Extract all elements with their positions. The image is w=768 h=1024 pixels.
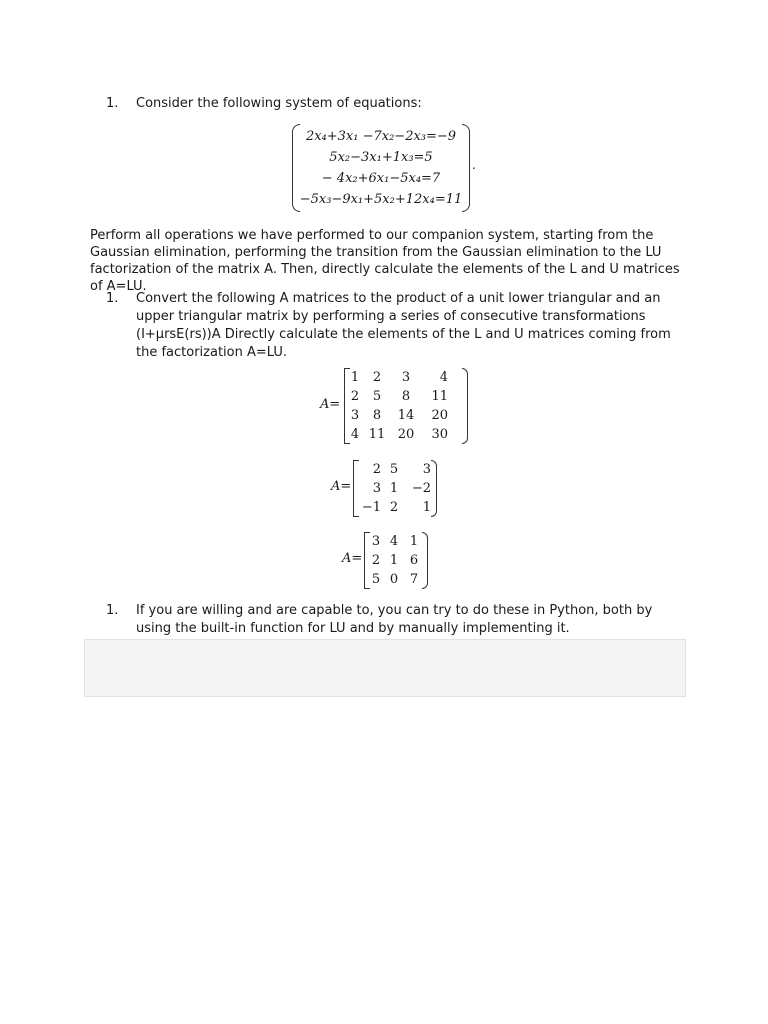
matrix-cell: 2 — [389, 500, 399, 515]
matrix-lhs: A= — [342, 551, 363, 566]
question-1-text: Consider the following system of equations: — [136, 96, 422, 111]
right-bracket — [462, 368, 468, 444]
matrix-cell: 1 — [389, 481, 399, 496]
instructions-paragraph: Perform all operations we have performed to our companion system, starting from the Gaussian elimination, performing the transition from the Gaussian elimination to the LU factorization of the matrix A. Then, directly calculate the elements of the L and U matrices of A=LU. — [90, 228, 680, 294]
matrix-lhs: A= — [320, 397, 341, 412]
matrix-3-table — [368, 532, 424, 589]
matrix-cell: 1 — [350, 370, 360, 385]
matrix-cell: 5 — [389, 462, 399, 477]
matrix-cell: 1 — [422, 500, 431, 515]
question-2 — [106, 290, 676, 362]
matrix-cell: 7 — [409, 572, 419, 587]
matrix-1-body — [344, 368, 468, 444]
matrix-cell: 3 — [371, 534, 381, 549]
matrix-cell: −1 — [361, 500, 381, 515]
matrix-cell: 8 — [401, 389, 411, 404]
matrix-cell: 3 — [372, 481, 381, 496]
matrix-cell: 11 — [431, 389, 448, 404]
equation-4: −5x₃−9x₁+5x₂+12x₄=11 — [299, 192, 463, 207]
equation-system — [292, 124, 470, 212]
question-2-text: Convert the following A matrices to the product of a unit lower triangular and an upper triangular matrix by performing a series of consecutive transformations (I+μrsE(rs))A Directly calculate the elements of the L and U matrices coming from the factorization A=LU. — [136, 291, 671, 360]
system-period: . — [472, 158, 476, 172]
matrix-cell: 20 — [397, 427, 415, 442]
matrix-cell: 3 — [350, 408, 360, 423]
matrix-cell: 5 — [371, 572, 381, 587]
equation-2: 5x₂−3x₁+1x₃=5 — [329, 150, 433, 165]
matrix-cell: 2 — [371, 553, 381, 568]
question-3 — [106, 602, 676, 638]
matrix-cell: 2 — [372, 370, 382, 385]
matrix-cell: 4 — [389, 534, 399, 549]
matrix-1-table — [348, 368, 448, 444]
right-bracket — [431, 460, 437, 517]
list-marker: 1. — [106, 96, 119, 111]
matrix-2-body — [353, 460, 437, 517]
matrix-lhs: A= — [331, 479, 352, 494]
matrix-cell: 6 — [409, 553, 419, 568]
matrix-3-body — [364, 532, 428, 589]
matrix-cell: 2 — [372, 462, 381, 477]
matrix-cell: 1 — [389, 553, 399, 568]
matrix-2-table — [357, 460, 431, 517]
matrix-cell: 2 — [350, 389, 360, 404]
matrix-cell: 11 — [368, 427, 386, 442]
matrix-cell: 0 — [389, 572, 399, 587]
question-3-text: If you are willing and are capable to, you can try to do these in Python, both by using the built-in function for LU and by manually implementing it. — [136, 603, 653, 636]
matrix-cell: 4 — [350, 427, 360, 442]
matrix-cell: 30 — [431, 427, 448, 442]
matrix-cell: 14 — [397, 408, 415, 423]
matrix-cell: 4 — [439, 370, 448, 385]
matrix-cell: −2 — [411, 481, 431, 496]
answer-box[interactable] — [84, 639, 686, 697]
matrix-cell: 1 — [409, 534, 419, 549]
matrix-cell: 8 — [372, 408, 382, 423]
equation-3: − 4x₂+6x₁−5x₄=7 — [321, 171, 441, 186]
matrix-cell: 3 — [401, 370, 411, 385]
question-1 — [106, 95, 676, 113]
matrix-cell: 20 — [431, 408, 448, 423]
matrix-cell: 3 — [422, 462, 431, 477]
list-marker: 1. — [106, 603, 119, 618]
equation-1: 2x₄+3x₁ −7x₂−2x₃=−9 — [305, 129, 457, 144]
matrix-cell: 5 — [372, 389, 382, 404]
list-marker: 1. — [106, 291, 119, 306]
